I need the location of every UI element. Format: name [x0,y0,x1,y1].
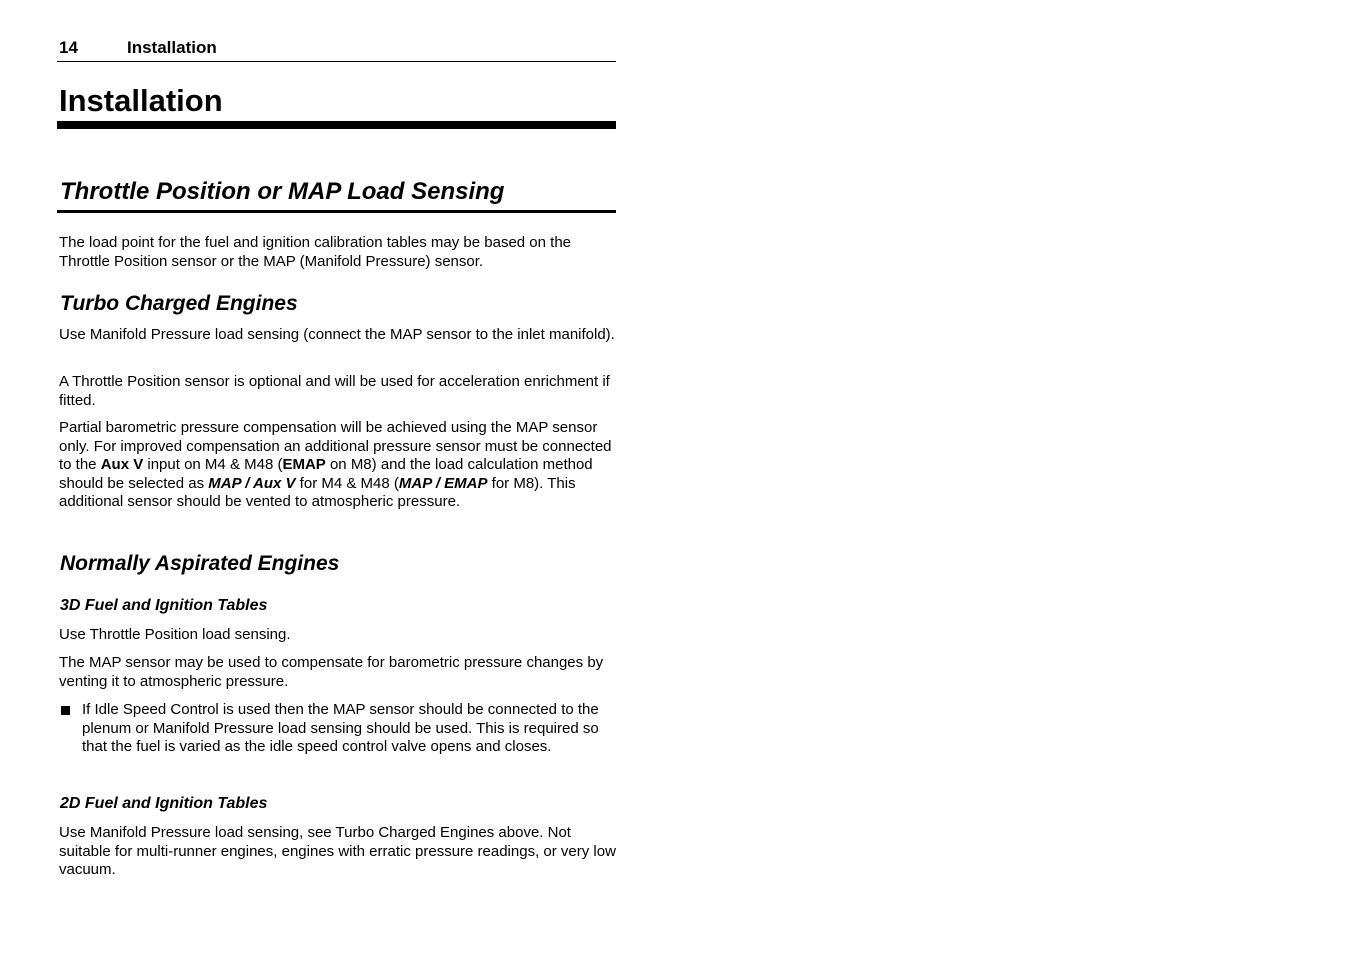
header-section-name: Installation [127,38,217,57]
chapter-title: Installation [59,83,223,118]
text-span: for M4 & M48 ( [295,474,399,492]
tables-2d-paragraph-1: Use Manifold Pressure load sensing, see Turbo Charged Engines above. Not suitable for multi-runner engines, engines with erratic pressure readings, or very low vacuum. [59,824,616,879]
tables-2d-heading: 2D Fuel and Ignition Tables [60,795,268,812]
map-aux-v-setting: MAP / Aux V [208,474,296,492]
text-span: for M8). This additional sensor should be vented to atmospheric pressure. [59,474,576,511]
aux-v-term: Aux V [100,456,144,474]
page-number: 14 [59,38,78,57]
emap-term: EMAP [282,456,326,474]
tables-3d-paragraph-1: Use Throttle Position load sensing. [59,626,291,643]
section-heading: Throttle Position or MAP Load Sensing [60,178,505,205]
chapter-title-rule [57,121,616,129]
tables-3d-heading: 3D Fuel and Ignition Tables [60,597,268,614]
section-heading-rule [57,210,616,213]
na-heading: Normally Aspirated Engines [60,552,340,575]
square-bullet-icon [61,706,70,715]
text-span: input on M4 & M48 ( [143,456,283,474]
tables-3d-paragraph-2: The MAP sensor may be used to compensate for barometric pressure changes by venting it to atmospheric pressure. [59,654,604,690]
text-span: Partial barometric pressure compensation will be achieved using the MAP sensor only. For improved compensation an additional pressure sensor must be connected to the [59,419,612,474]
turbo-paragraph-3 [59,419,616,512]
turbo-heading: Turbo Charged Engines [60,292,298,315]
turbo-paragraph-2: A Throttle Position sensor is optional and will be used for acceleration enrichment if fitted. [59,373,610,409]
running-header [57,38,616,62]
map-emap-setting: MAP / EMAP [398,474,488,492]
list-item [59,701,616,757]
section-intro-paragraph: The load point for the fuel and ignition calibration tables may be based on the Throttle Position sensor or the MAP (Manifold Pressure) sensor. [59,234,572,270]
bullet-text: If Idle Speed Control is used then the MAP sensor should be connected to the plenum or Manifold Pressure load sensing should be used. This is required so that the fuel is varied as the idle speed control valve opens and closes. [82,701,599,756]
turbo-paragraph-1: Use Manifold Pressure load sensing (connect the MAP sensor to the inlet manifold). [59,326,615,343]
text-span: on M8) and the load calculation method should be selected as [59,456,593,492]
